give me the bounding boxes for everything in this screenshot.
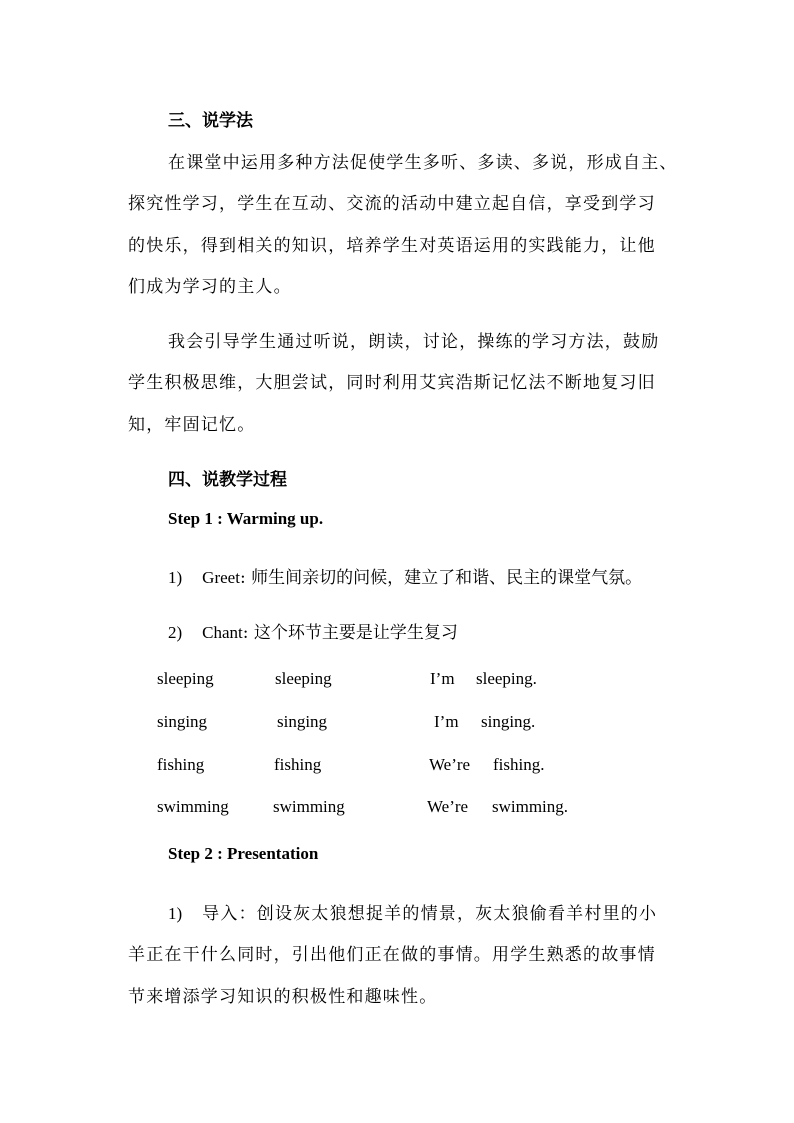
paragraph-line: 学生积极思维，大胆尝试，同时利用艾宾浩斯记忆法不断地复习旧 — [128, 373, 656, 393]
chant-word: swimming — [157, 797, 229, 816]
item-text: : 师生间亲切的问候，建立了和谐、民主的课堂气氛。 — [239, 568, 643, 588]
paragraph-line: 探究性学习，学生在互动、交流的活动中建立起自信，享受到学习 — [128, 194, 656, 214]
chant-subject: We’re — [429, 755, 471, 774]
paragraph-line: 在课堂中运用多种方法促使学生多听、多读、多说，形成自主、 — [168, 153, 678, 173]
step-title: Step 1 : Warming up. — [168, 509, 324, 528]
list-item — [168, 899, 657, 924]
item-text: : 这个环节主要是让学生复习 — [242, 623, 458, 643]
chant-phrase: sleeping. — [476, 669, 537, 688]
list-number: 1) — [168, 568, 183, 587]
list-number: 2) — [168, 623, 183, 642]
chant-word: singing — [157, 712, 208, 731]
chant-subject: I’m — [434, 712, 459, 731]
section-heading-4: 四、说教学过程 — [168, 470, 287, 490]
paragraph-line: 知，牢固记忆。 — [128, 415, 256, 435]
chant-word: sleeping — [157, 669, 214, 688]
chant-word: fishing — [157, 755, 205, 774]
chant-word: singing — [277, 712, 328, 731]
list-item — [168, 563, 642, 588]
paragraph-line: 节来增添学习知识的积极性和趣味性。 — [128, 987, 438, 1007]
item-label: Chant — [202, 623, 243, 642]
list-number: 1) — [168, 904, 183, 923]
section-heading-3: 三、说学法 — [168, 111, 253, 131]
chant-subject: I’m — [430, 669, 455, 688]
chant-subject: We’re — [427, 797, 469, 816]
paragraph-line: 们成为学习的主人。 — [128, 277, 292, 297]
item-label: Greet — [202, 568, 240, 587]
chant-phrase: swimming. — [492, 797, 569, 816]
paragraph-line: 的快乐，得到相关的知识，培养学生对英语运用的实践能力，让他 — [128, 236, 656, 256]
item-text: 导入：创设灰太狼想捉羊的情景，灰太狼偷看羊村里的小 — [202, 904, 658, 924]
paragraph-line: 我会引导学生通过听说，朗读，讨论，操练的学习方法，鼓励 — [168, 332, 660, 352]
chant-word: sleeping — [275, 669, 332, 688]
chant-word: swimming — [273, 797, 345, 816]
chant-phrase: fishing. — [493, 755, 545, 774]
list-item — [168, 618, 458, 643]
paragraph-line: 羊正在干什么同时，引出他们正在做的事情。用学生熟悉的故事情 — [128, 945, 656, 965]
chant-word: fishing — [274, 755, 322, 774]
chant-phrase: singing. — [481, 712, 536, 731]
step-title: Step 2 : Presentation — [168, 844, 319, 863]
